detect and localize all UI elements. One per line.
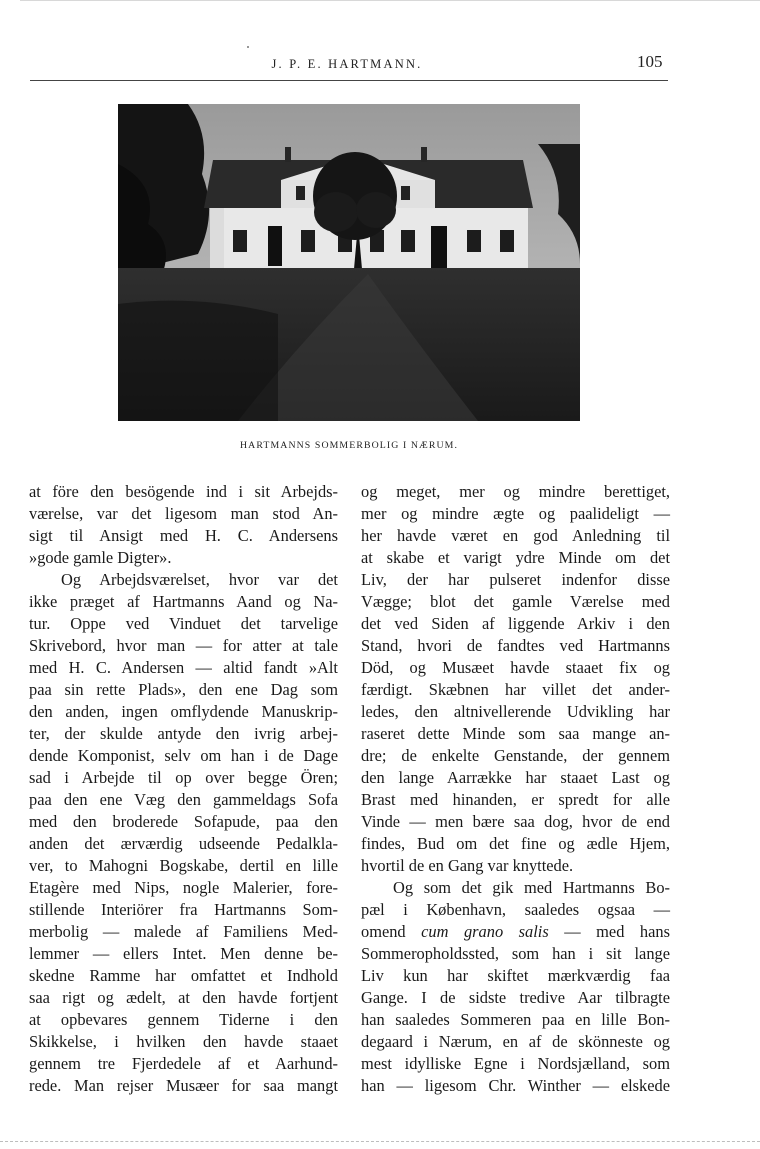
text-line: Vægge; blot det gamle Værelse med xyxy=(361,592,670,611)
text-line: Liv kun har skiftet mærkværdig faa xyxy=(361,966,670,985)
text-line: pæl i København, saaledes ogsaa — xyxy=(361,900,670,919)
text-line: saa rigt og ædelt, at den havde fortjent xyxy=(29,988,338,1007)
text-line: paa den ene Væg den gammeldags Sofa xyxy=(29,790,338,809)
text-line: degaard i Nærum, en af de skönneste og xyxy=(361,1032,670,1051)
text-line: findes, Bud om det fine og ædle Hjem, xyxy=(361,834,670,853)
text-line: dre; de enkelte Genstande, der gennem xyxy=(361,746,670,765)
text-line: Og som det gik med Hartmanns Bo- xyxy=(393,878,670,897)
text-line: med den broderede Sofapude, paa den xyxy=(29,812,338,831)
text-line: at före den besögende ind i sit Arbejds- xyxy=(29,482,338,501)
text-fragment: — med hans xyxy=(548,922,670,941)
text-line: den anden, ingen omflydende Manuskrip- xyxy=(29,702,338,721)
text-line: ter, der skulde antyde den ivrig arbej- xyxy=(29,724,338,743)
text-line-with-italic xyxy=(361,921,670,943)
text-line: Etagère med Nips, nogle Malerier, fore- xyxy=(29,878,338,897)
text-line: Brast med hinanden, er spredt for alle xyxy=(361,790,670,809)
header-rule xyxy=(30,80,668,81)
running-title: J. P. E. HARTMANN. xyxy=(271,57,423,71)
text-line: færdigt. Skæbnen har villet det ander- xyxy=(361,680,670,699)
text-line: anden det ærværdig udseende Pedalkla- xyxy=(29,834,338,853)
text-line: han saaledes Sommeren paa en lille Bon- xyxy=(361,1010,670,1029)
text-line: merbolig — malede af Familiens Med- xyxy=(29,922,338,941)
text-line: Död, og Musæet havde staaet fix og xyxy=(361,658,670,677)
text-line: her havde været en god Anledning til xyxy=(361,526,670,545)
print-speck xyxy=(247,46,249,48)
page-number: 105 xyxy=(637,52,663,71)
text-line: Stand, hvori de fandtes ved Hartmanns xyxy=(361,636,670,655)
text-line: lemmer — ellers Intet. Men denne be- xyxy=(29,944,338,963)
text-line: »gode gamle Digter». xyxy=(29,548,172,567)
text-line: rede. Man rejser Musæer for saa mangt xyxy=(29,1076,338,1095)
right-column xyxy=(361,481,670,1097)
text-line: hvortil de en Gang var knyttede. xyxy=(361,856,574,875)
text-line: skedne Ramme har omfattet et Indhold xyxy=(29,966,338,985)
page-bottom-edge xyxy=(0,1141,760,1142)
text-line: han — ligesom Chr. Winther — elskede xyxy=(361,1076,670,1095)
text-line: stillende Interiörer fra Hartmanns Som- xyxy=(29,900,338,919)
text-line: Sommeropholdssted, som han i sit lange xyxy=(361,944,670,963)
text-line: mest idylliske Egne i Nordsjælland, som xyxy=(361,1054,670,1073)
text-line: ver, to Mahogni Bogskabe, dertil en lille xyxy=(29,856,338,875)
text-line: Vinde — men bære saa dog, hvor de end xyxy=(361,812,670,831)
left-column xyxy=(29,481,338,1097)
text-line: mer og mindre ægte og paalideligt — xyxy=(361,504,670,523)
text-line: og meget, mer og mindre berettiget, xyxy=(361,482,670,501)
text-line: værelse, var det ligesom man stod An- xyxy=(29,504,338,523)
text-line: ikke præget af Hartmanns Aand og Na- xyxy=(29,592,338,611)
text-line: Gange. I de sidste tredive Aar tilbragte xyxy=(361,988,670,1007)
text-line: at skabe et varigt ydre Minde om det xyxy=(361,548,670,567)
text-line: sigt til Ansigt med H. C. Andersens xyxy=(29,526,338,545)
text-line: dende Komponist, selv om han i de Dage xyxy=(29,746,338,765)
text-line: raseret dette Minde som saa mange an- xyxy=(361,724,670,743)
text-fragment: omend xyxy=(361,922,422,941)
page-top-edge xyxy=(20,0,760,1)
text-line: sad i Arbejde til op over begge Ören; xyxy=(29,768,338,787)
text-line: med H. C. Andersen — altid fandt »Alt xyxy=(29,658,338,677)
text-line: ledes, den altnivellerende Udvikling har xyxy=(361,702,670,721)
text-line: Skikkelse, i hvilken den havde staaet xyxy=(29,1032,338,1051)
text-line: det ved Siden af liggende Arkiv i den xyxy=(361,614,670,633)
text-line: tur. Oppe ved Vinduet det tarvelige xyxy=(29,614,338,633)
text-line: Skrivebord, hvor man — for atter at tale xyxy=(29,636,338,655)
house-photograph xyxy=(118,104,580,421)
figure-caption: HARTMANNS SOMMERBOLIG I NÆRUM. xyxy=(239,440,459,451)
italic-phrase: cum grano salis xyxy=(421,922,549,941)
text-line: gennem tre Fjerdedele af et Aarhund- xyxy=(29,1054,338,1073)
text-line: Og Arbejdsværelset, hvor var det xyxy=(61,570,338,589)
text-line: den lange Aarrække har staaet Last og xyxy=(361,768,670,787)
text-line: Liv, der har pulseret indenfor disse xyxy=(361,570,670,589)
text-line: at opbevares gennem Tiderne i den xyxy=(29,1010,338,1029)
text-line: paa sin rette Plads», den ene Dag som xyxy=(29,680,338,699)
